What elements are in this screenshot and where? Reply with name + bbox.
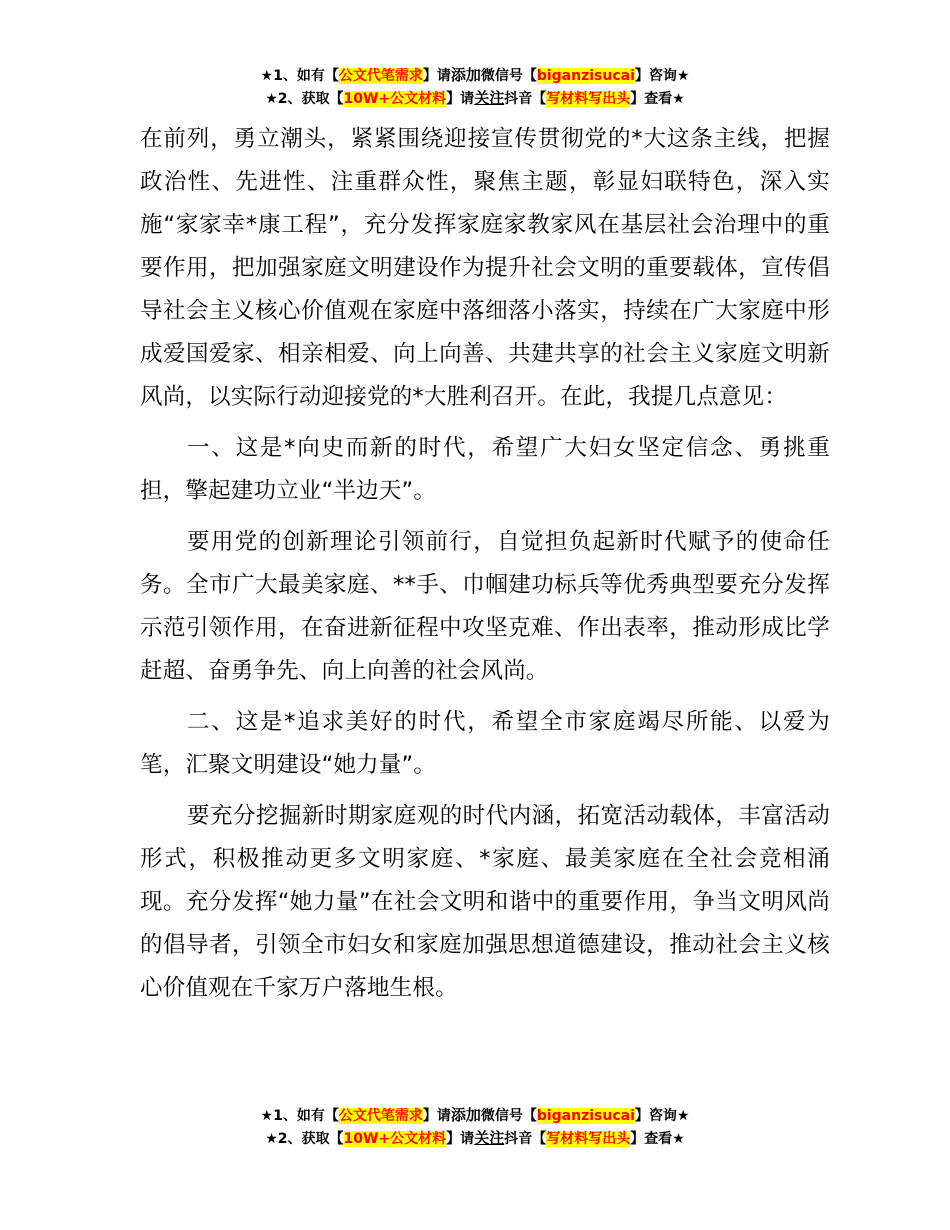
promo-banner-bottom (0, 1104, 950, 1150)
promo-text: 微信号【 (480, 1108, 537, 1124)
promo-text: 抖音【 (504, 1131, 547, 1147)
promo-line-2 (0, 87, 950, 110)
promo-text: 抖音【 (504, 91, 547, 107)
promo-text: 】查看★ (630, 91, 685, 107)
star-icon: ★ (260, 1108, 274, 1124)
section-heading: 二、这是*追求美好的时代，希望全市家庭竭尽所能、以爱为笔，汇聚文明建设“她力量”。 (140, 709, 830, 778)
document-body (140, 118, 830, 1018)
promo-text: 】请 (446, 1131, 475, 1147)
promo-line-2 (0, 1127, 950, 1150)
wechat-id: biganzisucai (536, 1108, 635, 1124)
paragraph: 要用党的创新理论引领前行，自觉担负起新时代赋予的使命任务。全市广大最美家庭、**手、巾帼建功标兵等优秀典型要充分发挥示范引领作用，在奋进新征程中攻坚克难、作出表率，推动形成比学赶超、奋勇争先、向上向善的社会风尚。 (140, 529, 830, 684)
promo-highlight: 公文代笔需求 (338, 68, 423, 84)
promo-text: 1、如有【 (273, 68, 339, 84)
promo-text: 】请 (422, 1108, 451, 1124)
promo-emphasis: 添加 (450, 1106, 481, 1124)
promo-highlight: 10W+公文材料 (343, 91, 447, 107)
star-icon: ★ (260, 68, 274, 84)
promo-banner-top (0, 64, 950, 110)
promo-text: 】咨询★ (634, 1108, 690, 1124)
douyin-id: 写材料写出头 (546, 91, 631, 107)
promo-text: 2、获取【 (277, 91, 344, 107)
promo-emphasis: 关注 (474, 89, 505, 107)
star-icon: ★ (265, 1131, 278, 1147)
promo-line-1 (0, 1104, 950, 1127)
promo-highlight: 10W+公文材料 (343, 1131, 447, 1147)
promo-text: 微信号【 (480, 68, 537, 84)
star-icon: ★ (265, 91, 278, 107)
wechat-id: biganzisucai (536, 68, 635, 84)
promo-text: 】查看★ (630, 1131, 685, 1147)
promo-text: 】咨询★ (634, 68, 690, 84)
promo-text: 】请 (446, 91, 475, 107)
promo-highlight: 公文代笔需求 (338, 1108, 423, 1124)
paragraph: 要充分挖掘新时期家庭观的时代内涵，拓宽活动载体，丰富活动形式，积极推动更多文明家庭、*家庭、最美家庭在全社会竞相涌现。充分发挥“她力量”在社会文明和谐中的重要作用，争当文明风尚的倡导者，引领全市妇女和家庭加强思想道德建设，推动社会主义核心价值观在千家万户落地生根。 (140, 803, 830, 1001)
promo-text: 】请 (422, 68, 451, 84)
douyin-id: 写材料写出头 (546, 1131, 631, 1147)
promo-text: 2、获取【 (277, 1131, 344, 1147)
promo-emphasis: 添加 (450, 66, 481, 84)
promo-emphasis: 关注 (474, 1129, 505, 1147)
paragraph: 在前列，勇立潮头，紧紧围绕迎接宣传贯彻党的*大这条主线，把握政治性、先进性、注重群众性，聚焦主题，彰显妇联特色，深入实施“家家幸*康工程”，充分发挥家庭家教家风在基层社会治理中的重要作用，把加强家庭文明建设作为提升社会文明的重要载体，宣传倡导社会主义核心价值观在家庭中落细落小落实，持续在广大家庭中形成爱国爱家、相亲相爱、向上向善、共建共享的社会主义家庭文明新风尚，以实际行动迎接党的*大胜利召开。在此，我提几点意见： (140, 126, 830, 410)
promo-text: 1、如有【 (273, 1108, 339, 1124)
section-heading: 一、这是*向史而新的时代，希望广大妇女坚定信念、勇挑重担，擎起建功立业“半边天”。 (140, 435, 830, 504)
promo-line-1 (0, 64, 950, 87)
